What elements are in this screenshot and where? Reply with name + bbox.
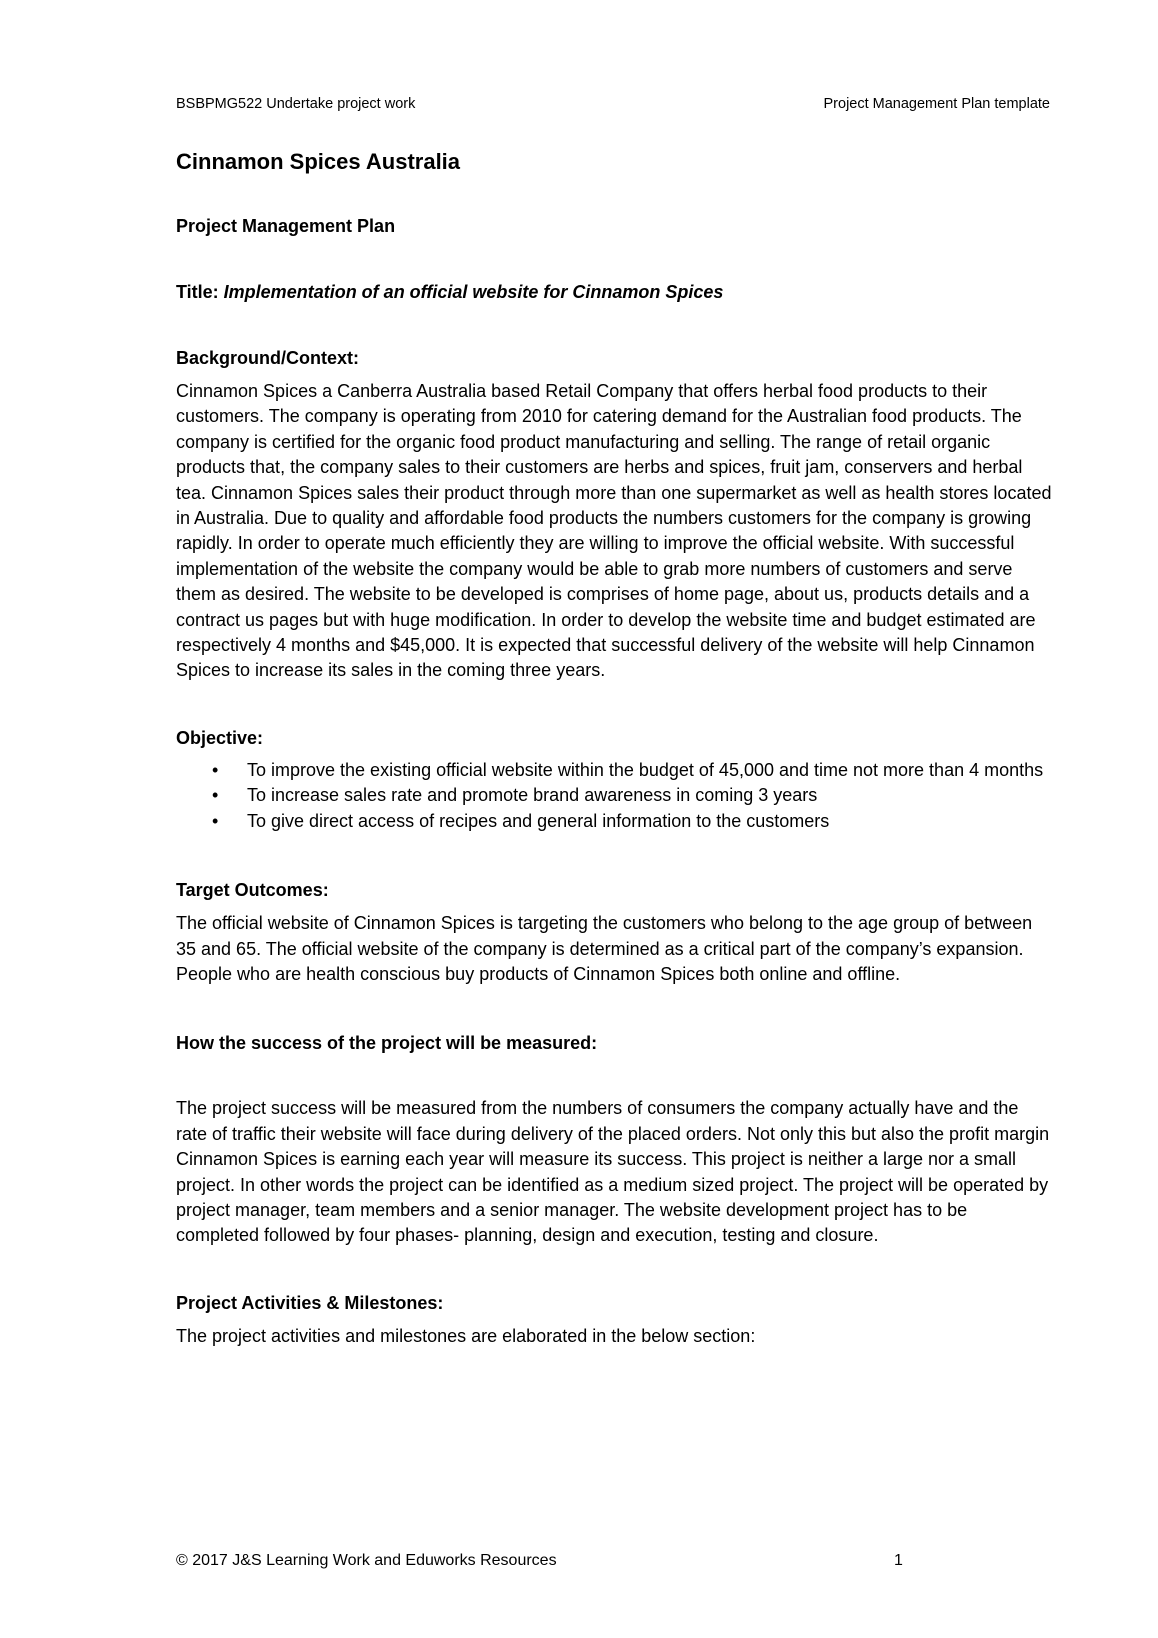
target-outcomes-paragraph: The official website of Cinnamon Spices is targeting the customers who belong to the age group of between 35 and 65. The official website of the company is determined as a critical part of the company’s expansion. People who are health conscious buy products of Cinnamon Spices both online and offline. [176, 913, 1033, 984]
objective-item-text: To improve the existing official website within the budget of 45,000 and time not more than 4 months [247, 759, 1044, 780]
background-heading: Background/Context: [176, 348, 360, 368]
company-name: Cinnamon Spices Australia [176, 149, 461, 174]
objective-item-text: To increase sales rate and promote brand awareness in coming 3 years [247, 785, 818, 806]
milestones-paragraph: The project activities and milestones are elaborated in the below section: [176, 1325, 756, 1346]
objective-heading: Objective: [176, 727, 264, 748]
header-unit-code: BSBPMG522 Undertake project work [176, 96, 416, 112]
project-title-text: Implementation of an official website for Cinnamon Spices [223, 282, 724, 302]
footer-page-number: 1 [894, 1552, 903, 1569]
bullet-icon: • [212, 810, 219, 831]
plan-label: Project Management Plan [176, 216, 396, 236]
objective-item-text: To give direct access of recipes and general information to the customers [247, 810, 830, 831]
milestones-heading: Project Activities & Milestones: [176, 1292, 444, 1313]
project-title [176, 280, 1054, 304]
success-measure-heading: How the success of the project will be measured: [176, 1033, 598, 1054]
target-outcomes-heading: Target Outcomes: [176, 880, 329, 901]
objective-item [176, 783, 1054, 808]
bullet-icon: • [212, 785, 219, 806]
objective-list [176, 758, 1054, 834]
header-template-name: Project Management Plan template [823, 96, 1050, 112]
success-measure-paragraph: The project success will be measured from the numbers of consumers the company actually have and the rate of traffic their website will face during delivery of the placed orders. Not only this but also the profit margin Cinnamon Spices is earning each year will measure its success. This project is neither a large nor a small project. In other words the project can be identified as a medium sized project. The project will be operated by project manager, team members and a senior manager. The website development project has to be completed followed by four phases- planning, design and execution, testing and closure. [176, 1098, 1050, 1246]
document-body [176, 146, 1054, 1349]
footer-copyright: © 2017 J&S Learning Work and Eduworks Resources [176, 1552, 557, 1569]
bullet-icon: • [212, 759, 219, 780]
objective-item [176, 758, 1054, 783]
project-title-prefix: Title: [176, 282, 224, 302]
objective-item [176, 809, 1054, 834]
background-paragraph: Cinnamon Spices a Canberra Australia based Retail Company that offers herbal food products to their customers. The company is operating from 2010 for catering demand for the Australian food products. The company is certified for the organic food product manufacturing and selling. The range of retail organic products that, the company sales to their customers are herbs and spices, fruit jam, conservers and herbal tea. Cinnamon Spices sales their product through more than one supermarket as well as health stores located in Australia. Due to quality and affordable food products the numbers customers for the company is growing rapidly. In order to operate much efficiently they are willing to improve the official website. With successful implementation of the website the company would be able to grab more numbers of customers and serve them as desired. The website to be developed is comprises of home page, about us, products details and a contract us pages but with huge modification. In order to develop the website time and budget estimated are respectively 4 months and $45,000. It is expected that successful delivery of the website will help Cinnamon Spices to increase its sales in the coming three years. [176, 381, 1052, 681]
